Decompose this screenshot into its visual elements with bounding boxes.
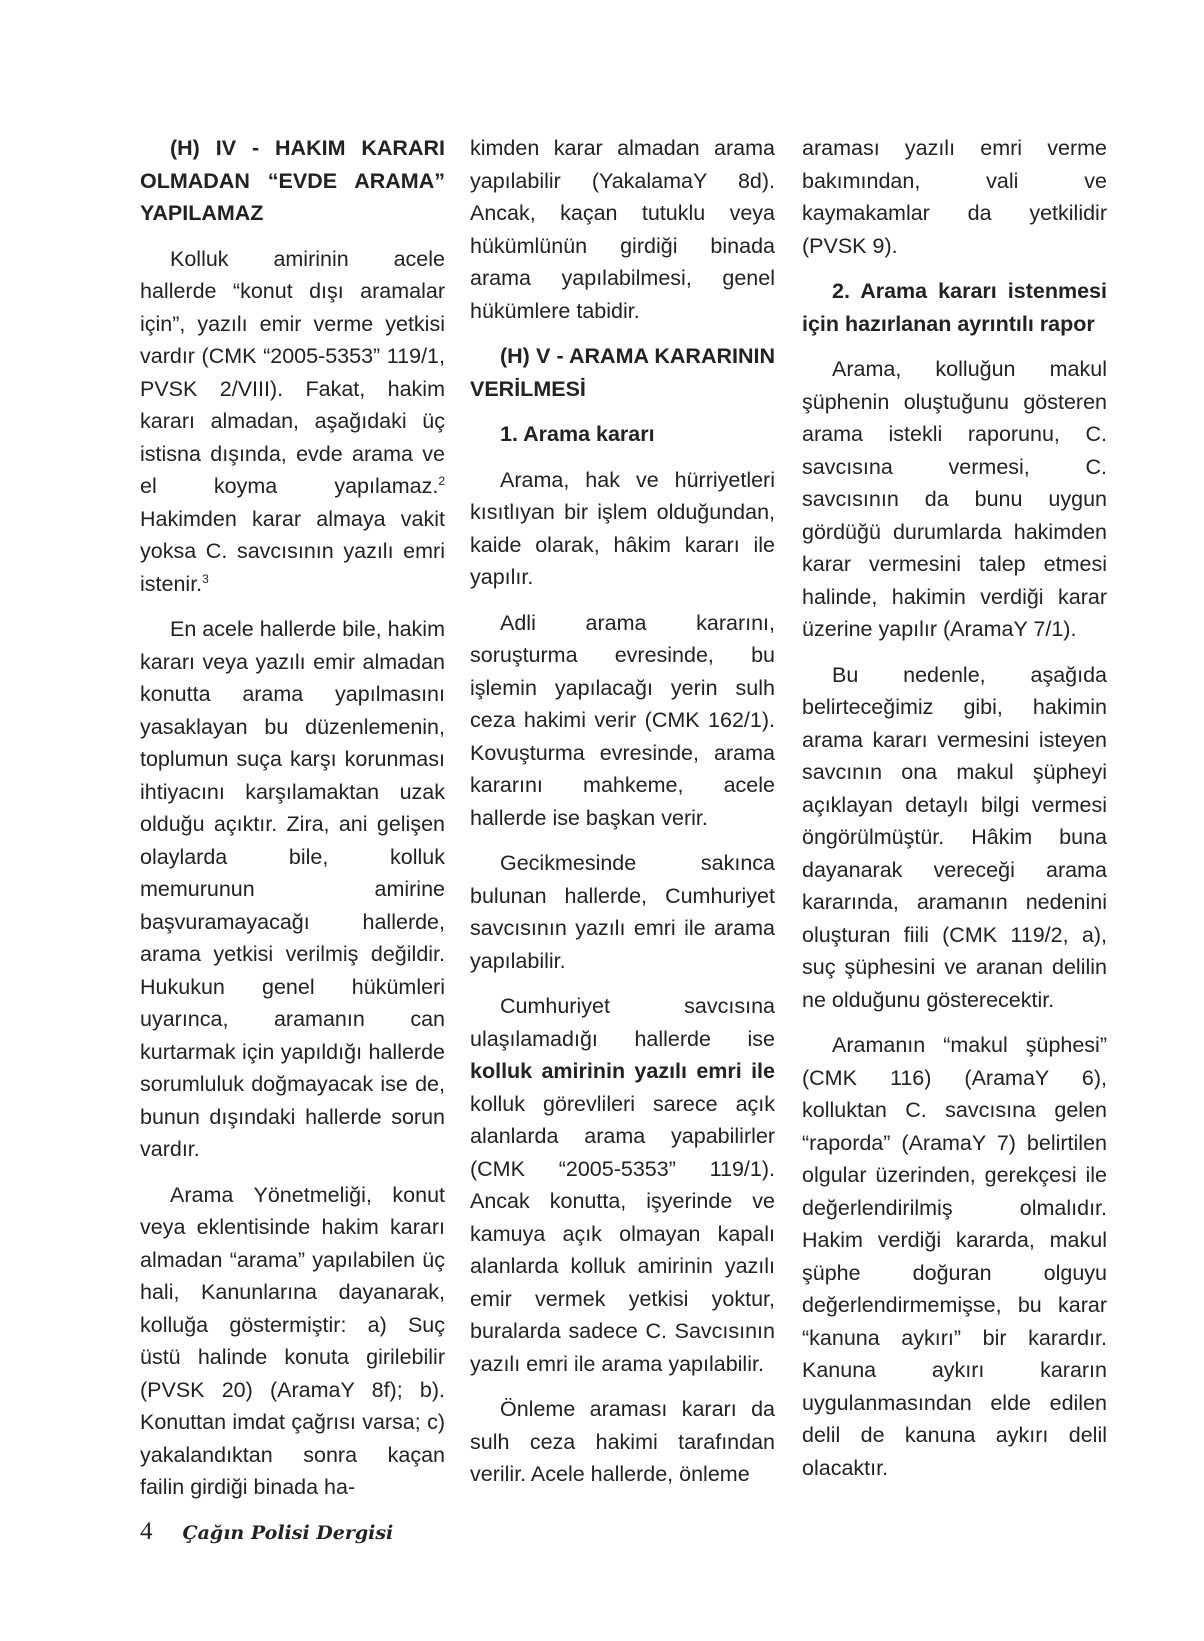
paragraph: araması yazılı emri verme bakımından, vali ve kaymakamlar da yetkilidir (PVSK 9). xyxy=(802,136,1107,258)
paragraph: Cumhuriyet savcısına ulaşılamadığı hallerde ise kolluk amirinin yazılı emri ile kolluk görevlileri sarece açık alanlarda arama yapabilirler (CMK “2005-5353” 119/1). Ancak konutta, işyerinde ve kamuya açık olmayan kapalı alanlarda kolluk amirinin yazılı emir vermek yetkisi yoktur, buralarda sadece C. Savcısının yazılı emri ile arama yapılabilir. xyxy=(470,994,775,1376)
page-number: 4 xyxy=(140,1518,153,1545)
paragraph: Gecikmesinde sakınca bulunan hallerde, Cumhuriyet savcısının yazılı emri ile arama yapılabilir. xyxy=(470,851,775,973)
paragraph: Önleme araması kararı da sulh ceza hakimi tarafından verilir. Acele hallerde, önleme xyxy=(470,1397,775,1486)
paragraph: kimden karar almadan arama yapılabilir (YakalamaY 8d). Ancak, kaçan tutuklu veya hükümlünün girdiği binada arama yapılabilmesi, genel hükümlere tabidir. xyxy=(470,136,775,323)
paragraph: Kolluk amirinin acele hallerde “konut dışı aramalar için”, yazılı emir verme yetkisi vardır (CMK “2005-5353” 119/1, PVSK 2/VIII). Fakat, hakim kararı almadan, aşağıdaki üç istisna dışında, evde arama ve el koyma yapılamaz.$^2$ Hakimden karar almaya vakit yoksa C. savcısının yazılı emri istenir.$^3$ xyxy=(140,246,445,596)
paragraph: Arama, hak ve hürriyetleri kısıtlıyan bir işlem olduğundan, kaide olarak, hâkim kararı ile yapılır. xyxy=(470,467,775,589)
journal-name: Çağın Polisi Dergisi xyxy=(182,1522,394,1544)
section-heading-v: (H) V - ARAMA KARARININ VERİLMESİ xyxy=(470,344,775,401)
paragraph: Arama Yönetmeliği, konut veya eklentisinde hakim kararı almadan “arama” yapılabilen üç hali, Kanunlarına dayanarak, kolluğa göstermiştir: a) Suç üstü halinde konuta girilebilir (PVSK 20) (AramaY 8f); b). Konuttan imdat çağrısı varsa; c) yakalandıktan sonra kaçan failin girdiği binada ha- xyxy=(140,1182,445,1499)
subheading-arama-karari: 1. Arama kararı xyxy=(500,422,655,446)
paragraph: Arama, kolluğun makul şüphenin oluştuğunu gösteren arama istekli raporunu, C. savcısına vermesi, C. savcısının da bunu uygun gördüğü durumlarda hakimden karar vermesini talep etmesi halinde, hakimin verdiği karar üzerine yapılır (AramaY 7/1). xyxy=(802,357,1107,641)
column-2 xyxy=(470,132,775,1504)
footnote-ref[interactable]: 2 xyxy=(438,473,445,488)
bold-phrase: kolluk amirinin yazılı emri ile xyxy=(470,1059,775,1083)
page-footer xyxy=(140,1518,393,1548)
column-1 xyxy=(140,132,445,1517)
paragraph: Aramanın “makul şüphesi” (CMK 116) (AramaY 6), kolluktan C. savcısına gelen “raporda” (AramaY 7) belirtilen olgular üzerinden, gerekçesi ile değerlendirilmiş olmalıdır. Hakim verdiği kararda, makul şüphe doğuran olguyu değerlendirmemişse, bu karar “kanuna aykırı” bir karardır. Kanuna aykırı kararın uygulanmasından elde edilen delil de kanuna aykırı delil olacaktır. xyxy=(802,1033,1107,1480)
column-3 xyxy=(802,132,1107,1497)
footnote-ref[interactable]: 3 xyxy=(202,571,209,586)
paragraph: Adli arama kararını, soruşturma evresinde, bu işlemin yapılacağı yerin sulh ceza hakimi verir (CMK 162/1). Kovuşturma evresinde, arama kararını mahkeme, acele hallerde ise başkan verir. xyxy=(470,610,775,830)
section-heading-iv: (H) IV - HAKIM KARARI OLMADAN “EVDE ARAMA” YAPILAMAZ xyxy=(140,136,445,225)
paragraph: En acele hallerde bile, hakim kararı veya yazılı emir almadan konutta arama yapılmasını yasaklayan bu düzenlemenin, toplumun suça karşı korunması ihtiyacını karşılamaktan uzak olduğu açıktır. Zira, ani gelişen olaylarda bile, kolluk memurunun amirine başvuramayacağı hallerde, arama yetkisi verilmiş değildir. Hukukun genel hükümleri uyarınca, aramanın can kurtarmak için yapıldığı hallerde sorumluluk doğmayacak ise de, bunun dışındaki hallerde sorun vardır. xyxy=(140,617,445,1161)
subheading-rapor: 2. Arama kararı istenmesi için hazırlanan ayrıntılı rapor xyxy=(802,279,1107,336)
paragraph: Bu nedenle, aşağıda belirteceğimiz gibi, hakimin arama kararı vermesini isteyen savcının ona makul şüpheyi açıklayan detaylı bilgi vermesi öngörülmüştür. Hâkim buna dayanarak vereceği arama kararında, aramanın nedenini oluşturan fiili (CMK 119/2, a), suç şüphesini ve aranan delilin ne olduğunu gösterecektir. xyxy=(802,662,1107,1012)
